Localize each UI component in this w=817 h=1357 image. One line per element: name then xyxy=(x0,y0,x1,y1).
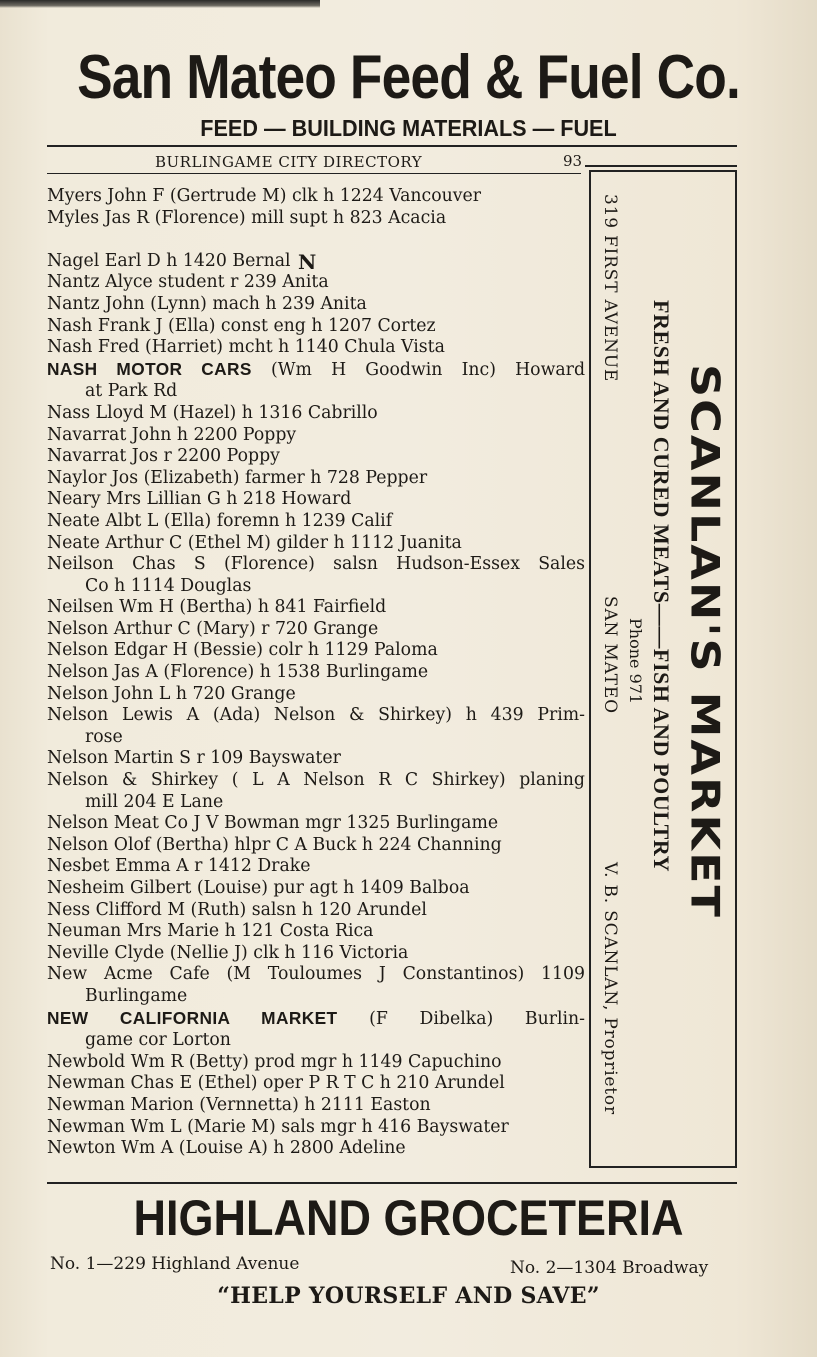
directory-entry: Newbold Wm R (Betty) prod mgr h 1149 Capuchino xyxy=(47,1051,502,1072)
directory-entry: Newton Wm A (Louise A) h 2800 Adeline xyxy=(47,1138,406,1159)
bottom-ad-title: HIGHLAND GROCETERIA xyxy=(133,1190,684,1246)
directory-entry: Nantz Alyce student r 239 Anita xyxy=(47,272,329,293)
directory-entry: Myers John F (Gertrude M) clk h 1224 Vancouver xyxy=(47,186,482,206)
top-ad-subtitle: FEED — BUILDING MATERIALS — FUEL xyxy=(200,115,617,141)
directory-entry: Navarrat John h 2200 Poppy xyxy=(47,424,297,445)
directory-entry: Nelson Meat Co J V Bowman mgr 1325 Burlingame xyxy=(47,813,499,834)
entry-continuation: at Park Rd xyxy=(85,381,178,402)
bottom-rule xyxy=(47,1182,737,1184)
directory-entry: Newman Chas E (Ethel) oper P R T C h 210 Arundel xyxy=(47,1073,505,1094)
directory-entry: Ness Clifford M (Ruth) salsn h 120 Arundel xyxy=(47,899,427,920)
entry-continuation: game cor Lorton xyxy=(85,1030,231,1051)
directory-entry: Nelson Arthur C (Mary) r 720 Grange xyxy=(47,618,379,639)
entry-detail: (F Dibelka) Burlin- xyxy=(337,1008,585,1029)
directory-entry: Naylor Jos (Elizabeth) farmer h 728 Pepper xyxy=(47,467,428,488)
directory-entry: Nass Lloyd M (Hazel) h 1316 Cabrillo xyxy=(47,402,378,423)
business-name: NEW CALIFORNIA MARKET xyxy=(47,1007,338,1028)
side-ad-proprietor: V. B. SCANLAN, Proprietor xyxy=(600,862,620,1115)
directory-entry xyxy=(47,1008,585,1031)
running-head-rule-left xyxy=(47,173,581,174)
entry-continuation: rose xyxy=(85,726,123,747)
side-ad-tagline: FRESH AND CURED MEATS——FISH AND POULTRY xyxy=(649,300,674,873)
directory-entry: Neilsen Wm H (Bertha) h 841 Fairfield xyxy=(47,597,387,618)
bottom-ad-store-1: No. 1—229 Highland Avenue xyxy=(50,1254,300,1274)
page-number: 93 xyxy=(563,152,583,170)
directory-entry: Nelson Olof (Bertha) hlpr C A Buck h 224 Channing xyxy=(47,834,502,855)
side-ad-city: SAN MATEO xyxy=(600,596,620,714)
directory-entry: Neuman Mrs Marie h 121 Costa Rica xyxy=(47,921,374,942)
top-rule xyxy=(47,145,737,147)
directory-entry: Nash Frank J (Ella) const eng h 1207 Cortez xyxy=(47,315,436,336)
page-edge-shadow xyxy=(0,0,320,8)
running-head-rule-right xyxy=(585,165,737,167)
business-name: NASH MOTOR CARS xyxy=(47,358,252,379)
entry-continuation: Burlingame xyxy=(85,985,188,1006)
side-ad-phone: Phone 971 xyxy=(626,618,645,705)
entry-continuation: mill 204 E Lane xyxy=(85,791,224,812)
directory-entry: Nash Fred (Harriet) mcht h 1140 Chula Vista xyxy=(47,337,445,358)
directory-entry: Neate Albt L (Ella) foremn h 1239 Calif xyxy=(47,510,393,531)
section-letter: N xyxy=(298,250,317,274)
top-ad-title: San Mateo Feed & Fuel Co. xyxy=(77,43,740,112)
directory-entry: Newman Wm L (Marie M) sals mgr h 416 Bayswater xyxy=(47,1116,509,1137)
directory-entry: Nelson Lewis A (Ada) Nelson & Shirkey) h 439 Prim- xyxy=(47,705,585,726)
directory-entry: Nantz John (Lynn) mach h 239 Anita xyxy=(47,293,367,314)
directory-entry: Nelson & Shirkey ( L A Nelson R C Shirkey) planing xyxy=(47,770,585,791)
directory-entry: Nelson Edgar H (Bessie) colr h 1129 Paloma xyxy=(47,640,438,661)
directory-entry: Nesheim Gilbert (Louise) pur agt h 1409 Balboa xyxy=(47,878,470,898)
entry-continuation: Co h 1114 Douglas xyxy=(85,575,252,596)
directory-entry: Nesbet Emma A r 1412 Drake xyxy=(47,856,311,877)
directory-entry: Newman Marion (Vernnetta) h 2111 Easton xyxy=(47,1094,431,1115)
directory-entry: Neate Arthur C (Ethel M) gilder h 1112 Juanita xyxy=(47,532,462,553)
directory-entries xyxy=(47,186,585,1160)
directory-entry: Neville Clyde (Nellie J) clk h 116 Victoria xyxy=(47,942,409,963)
directory-entry: Neilson Chas S (Florence) salsn Hudson-Essex Sales xyxy=(47,554,585,575)
entry-detail: (Wm H Goodwin Inc) Howard xyxy=(251,359,585,380)
directory-entry: Nagel Earl D h 1420 Bernal xyxy=(47,250,291,271)
directory-entry: Navarrat Jos r 2200 Poppy xyxy=(47,446,280,467)
running-head: BURLINGAME CITY DIRECTORY xyxy=(155,153,423,171)
directory-entry: New Acme Cafe (M Touloumes J Constantinos) 1109 xyxy=(47,964,585,985)
directory-entry: Neary Mrs Lillian G h 218 Howard xyxy=(47,489,352,510)
side-ad-address: 319 FIRST AVENUE xyxy=(600,194,620,383)
bottom-ad-slogan: “HELP YOURSELF AND SAVE” xyxy=(217,1283,600,1309)
directory-entry: Myles Jas R (Florence) mill supt h 823 Acacia xyxy=(47,207,447,228)
directory-entry: Nelson Jas A (Florence) h 1538 Burlingame xyxy=(47,662,429,683)
section-gap xyxy=(47,229,585,251)
bottom-ad-store-2: No. 2—1304 Broadway xyxy=(510,1258,709,1278)
side-ad-name: SCANLAN'S MARKET xyxy=(682,364,728,919)
directory-entry xyxy=(47,359,585,382)
directory-entry: Nelson Martin S r 109 Bayswater xyxy=(47,748,341,769)
directory-entry: Nelson John L h 720 Grange xyxy=(47,683,296,704)
